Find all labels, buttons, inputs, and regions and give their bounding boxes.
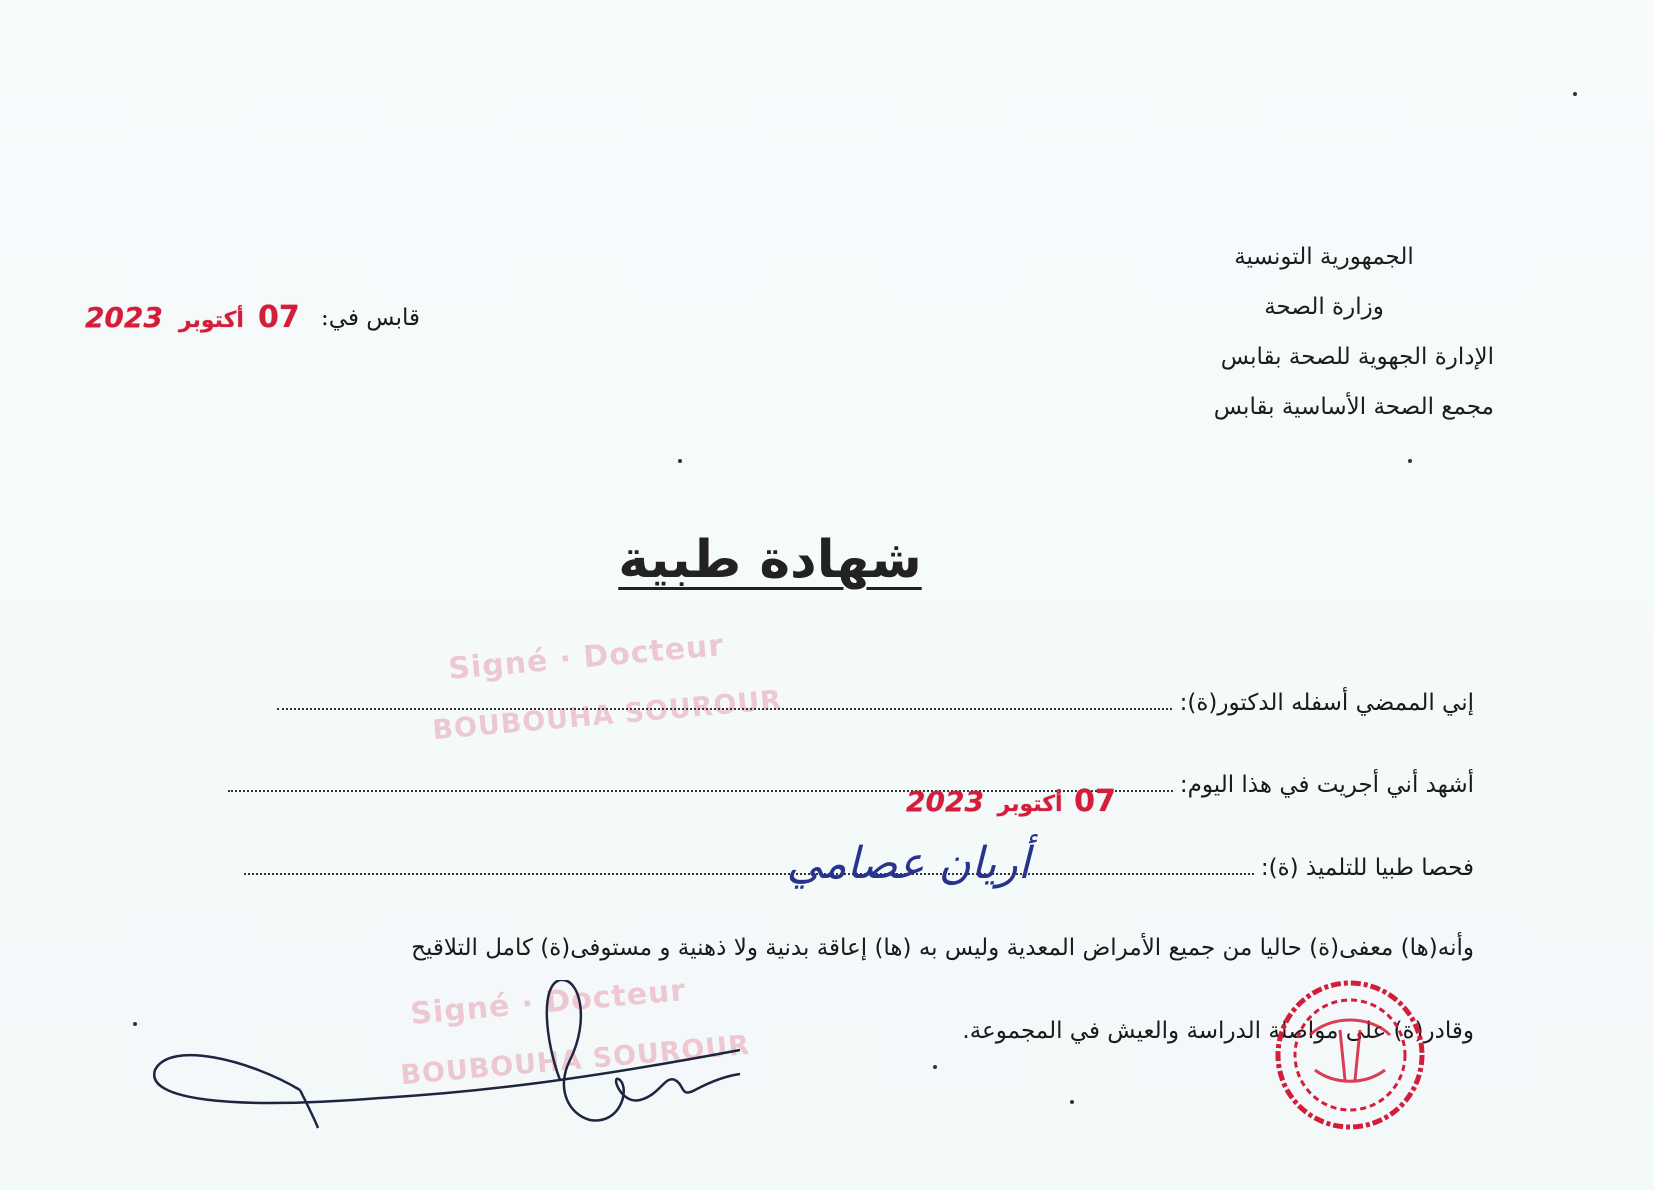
doctor-label: إني الممضي أسفله الدكتور(ة): xyxy=(1179,690,1474,716)
certificate-line-closing: وقادر(ة) على مواصلة الدراسة والعيش في المجموعة. xyxy=(962,1018,1474,1044)
speck xyxy=(678,459,682,463)
speck xyxy=(1070,1100,1074,1104)
exam-date-stamp-month: أكتوبر xyxy=(997,792,1063,817)
faint-doctor-stamp-name: BOUBOUHA SOUROUR xyxy=(431,684,784,747)
letterhead-health-center: مجمع الصحة الأساسية بقابس xyxy=(1213,394,1494,420)
place-and-date xyxy=(84,300,420,335)
date-stamp-month: أكتوبر xyxy=(178,308,244,333)
exam-date-stamp xyxy=(906,784,1116,819)
faint-doctor-stamp-line: Signé · Docteur xyxy=(447,628,726,687)
certificate-line-date xyxy=(228,772,1474,798)
speck xyxy=(1408,459,1412,463)
date-stamp xyxy=(85,300,300,335)
faint-doctor-stamp-name-2: BOUBOUHA SOUROUR xyxy=(399,1029,752,1092)
date-stamp-year: 2023 xyxy=(84,301,163,334)
date-stamp-day: 07 xyxy=(257,300,300,335)
place-label: قابس في: xyxy=(321,304,420,331)
certificate-line-doctor xyxy=(277,690,1474,716)
letterhead xyxy=(1154,232,1494,432)
certificate-line-statement: وأنه(ها) معفى(ة) حاليا من جميع الأمراض المعدية وليس به (ها) إعاقة بدنية ولا ذهنية و مستوفى(ة) كامل التلاقيح xyxy=(411,935,1474,961)
exam-date-label: أشهد أني أجريت في هذا اليوم: xyxy=(1179,772,1474,798)
document-title: شهادة طبية xyxy=(618,530,922,590)
letterhead-republic: الجمهورية التونسية xyxy=(1234,244,1414,270)
student-label: فحصا طبيا للتلميذ (ة): xyxy=(1260,855,1474,881)
student-name-handwritten: أريان عصامي xyxy=(786,838,1030,889)
speck xyxy=(1573,92,1577,96)
faint-doctor-stamp-line-2: Signé · Docteur xyxy=(409,973,688,1032)
letterhead-ministry: وزارة الصحة xyxy=(1264,294,1384,320)
speck xyxy=(133,1022,137,1026)
signature xyxy=(150,980,790,1130)
speck xyxy=(933,1065,937,1069)
doctor-fill-line xyxy=(277,694,1172,710)
round-stamp xyxy=(1270,975,1430,1135)
letterhead-regional-directorate: الإدارة الجهوية للصحة بقابس xyxy=(1220,344,1494,370)
exam-date-stamp-day: 07 xyxy=(1074,784,1116,819)
student-fill-line xyxy=(244,859,1254,875)
exam-date-stamp-year: 2023 xyxy=(906,785,984,818)
